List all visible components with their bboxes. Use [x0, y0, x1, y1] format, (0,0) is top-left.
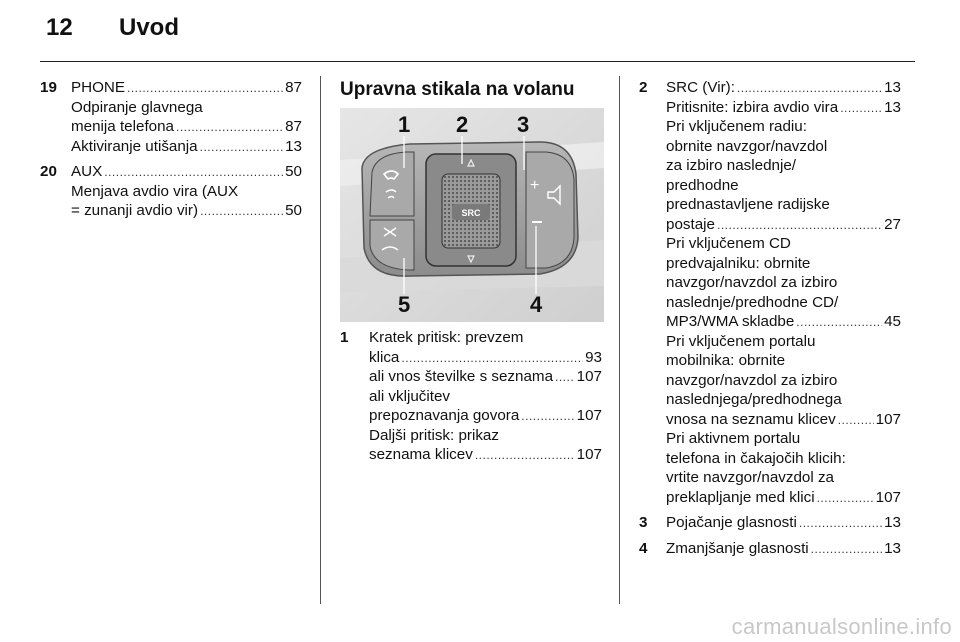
knob-label: SRC — [461, 208, 481, 218]
page-header — [0, 0, 960, 60]
entry-line — [666, 254, 901, 274]
entry-line — [71, 182, 302, 202]
entry-line — [666, 293, 901, 313]
page-reference[interactable]: 107 — [576, 368, 602, 385]
entry-text: seznama klicev — [369, 446, 473, 463]
index-entry — [40, 162, 302, 221]
callout-3: 3 — [517, 112, 530, 137]
entry-number: 2 — [639, 79, 648, 96]
page-reference[interactable]: 107 — [576, 407, 602, 424]
entry-text: Pri vključenem portalu — [666, 332, 816, 350]
entry-number: 20 — [40, 163, 57, 180]
entry-text: Odpiranje glavnega — [71, 98, 203, 116]
entry-text: prednastavljene radijske — [666, 196, 830, 213]
dot-leader — [717, 216, 882, 236]
entry-text: Aktiviranje utišanja — [71, 137, 198, 155]
page-reference[interactable]: 87 — [285, 118, 302, 135]
entry-text: ali vnos številke s seznama — [369, 368, 554, 385]
callout-2: 2 — [456, 112, 469, 137]
dot-leader — [796, 313, 882, 333]
entry-line — [666, 468, 901, 488]
page-reference[interactable]: 107 — [875, 488, 901, 506]
page-reference[interactable]: 27 — [884, 215, 901, 233]
entry-text: prepoznavanja govora — [369, 407, 520, 424]
watermark: carmanualsonline.info — [731, 614, 952, 639]
callout-5: 5 — [398, 292, 411, 317]
entry-text: naslednje/predhodne CD/ — [666, 293, 839, 311]
dot-leader — [555, 368, 575, 388]
entry-text: Menjava avdio vira (AUX — [71, 182, 239, 200]
dot-leader — [817, 489, 874, 509]
entry-line — [666, 351, 901, 371]
entry-text: naslednjega/predhodnega — [666, 391, 842, 408]
entry-line — [369, 426, 602, 446]
entry-text: Pri vključenem CD — [666, 235, 791, 252]
entry-text: ali vključitev — [369, 387, 451, 405]
entry-line — [71, 162, 302, 182]
entry-line — [369, 387, 602, 407]
entry-text: Pri vključenem radiu: — [666, 118, 807, 135]
page-reference[interactable]: 13 — [884, 539, 901, 557]
page-reference[interactable]: 50 — [285, 163, 302, 180]
entry-text: Pri aktivnem portalu — [666, 430, 801, 447]
index-entry — [340, 328, 602, 465]
page-reference[interactable]: 13 — [285, 137, 302, 155]
plus-icon: + — [530, 177, 540, 194]
entry-text: menija telefona — [71, 118, 175, 135]
entry-line — [666, 137, 901, 157]
entry-text: predvajalniku: obrnite — [666, 254, 811, 272]
entry-text: vnosa na seznamu klicev — [666, 410, 836, 428]
dot-leader — [127, 79, 283, 99]
entry-text: telefona in čakajočih klicih: — [666, 449, 846, 467]
page-reference[interactable]: 13 — [884, 514, 901, 531]
entry-line — [666, 371, 901, 391]
volume-rocker — [526, 152, 574, 268]
callout-1: 1 — [398, 112, 411, 137]
entry-line — [666, 234, 901, 254]
section-title: Upravna stikala na volanu — [340, 79, 575, 100]
dot-leader — [401, 349, 583, 369]
dot-leader — [521, 407, 574, 427]
page-reference[interactable]: 93 — [585, 348, 602, 366]
entry-line — [666, 273, 901, 293]
dot-leader — [200, 138, 283, 158]
entry-line — [369, 367, 602, 387]
page-reference[interactable]: 87 — [285, 79, 302, 96]
entry-line — [369, 348, 602, 368]
entry-line — [666, 312, 901, 332]
entry-line — [666, 539, 901, 559]
entry-line — [666, 176, 901, 196]
entry-text: SRC (Vir): — [666, 79, 735, 96]
entry-line — [71, 98, 302, 118]
entry-text: za izbiro naslednje/ — [666, 157, 797, 174]
entry-line — [666, 390, 901, 410]
entry-text: postaje — [666, 215, 715, 233]
entry-line — [666, 410, 901, 430]
entry-number: 4 — [639, 539, 648, 557]
entry-line — [71, 117, 302, 137]
column-divider-2 — [619, 76, 620, 604]
entry-text: vrtite navzgor/navzdol za — [666, 469, 834, 486]
entry-text: MP3/WMA skladbe — [666, 313, 795, 330]
entry-text: AUX — [71, 163, 103, 180]
page-number: 12 — [46, 14, 73, 41]
index-entry — [40, 78, 302, 156]
header-rule — [40, 61, 915, 62]
entry-number: 3 — [639, 514, 648, 531]
page-title: Uvod — [119, 14, 179, 41]
entry-text: = zunanji avdio vir) — [71, 202, 199, 219]
dot-leader — [176, 118, 283, 138]
dot-leader — [200, 202, 283, 222]
page-reference[interactable]: 50 — [285, 202, 302, 219]
entry-text: Pritisnite: izbira avdio vira — [666, 98, 839, 116]
dot-leader — [737, 79, 882, 99]
entry-line — [71, 78, 302, 98]
entry-line — [369, 328, 602, 348]
entry-number: 19 — [40, 79, 57, 96]
page-reference[interactable]: 13 — [884, 98, 901, 116]
entry-text: Zmanjšanje glasnosti — [666, 539, 809, 557]
entry-text: Kratek pritisk: prevzem — [369, 329, 524, 346]
page-reference[interactable]: 45 — [884, 313, 901, 330]
entry-line — [71, 137, 302, 157]
index-entry — [639, 78, 901, 507]
entry-line — [666, 117, 901, 137]
page-reference[interactable]: 107 — [576, 446, 602, 463]
dot-leader — [475, 446, 575, 466]
steering-wheel-controls-figure — [340, 108, 604, 322]
entry-text: klica — [369, 348, 400, 366]
page-reference[interactable]: 13 — [884, 79, 901, 96]
entry-text: obrnite navzgor/navzdol — [666, 137, 828, 155]
entry-line — [369, 406, 602, 426]
entry-text: navzgor/navzdol za izbiro — [666, 274, 838, 291]
entry-number: 1 — [340, 329, 349, 346]
index-entry — [639, 539, 901, 559]
dot-leader — [838, 411, 874, 431]
entry-text: mobilnika: obrnite — [666, 352, 786, 369]
entry-text: Pojačanje glasnosti — [666, 514, 797, 531]
entry-line — [666, 332, 901, 352]
entry-line — [666, 215, 901, 235]
entry-text: predhodne — [666, 176, 739, 194]
entry-line — [666, 449, 901, 469]
dot-leader — [840, 99, 882, 119]
dot-leader — [104, 163, 283, 183]
entry-line — [666, 488, 901, 508]
entry-line — [71, 201, 302, 221]
entry-line — [666, 78, 901, 98]
entry-text: navzgor/navzdol za izbiro — [666, 371, 838, 389]
page-reference[interactable]: 107 — [875, 410, 901, 428]
entry-line — [369, 445, 602, 465]
entry-text: preklapljanje med klici — [666, 488, 815, 506]
entry-line — [666, 513, 901, 533]
callout-4: 4 — [530, 292, 543, 317]
entry-line — [666, 195, 901, 215]
dot-leader — [811, 540, 882, 560]
column-divider-1 — [320, 76, 321, 604]
entry-line — [666, 429, 901, 449]
entry-text: Daljši pritisk: prikaz — [369, 426, 499, 444]
entry-line — [666, 98, 901, 118]
dot-leader — [799, 514, 882, 534]
entry-text: PHONE — [71, 79, 126, 96]
index-entry — [639, 513, 901, 533]
entry-line — [666, 156, 901, 176]
